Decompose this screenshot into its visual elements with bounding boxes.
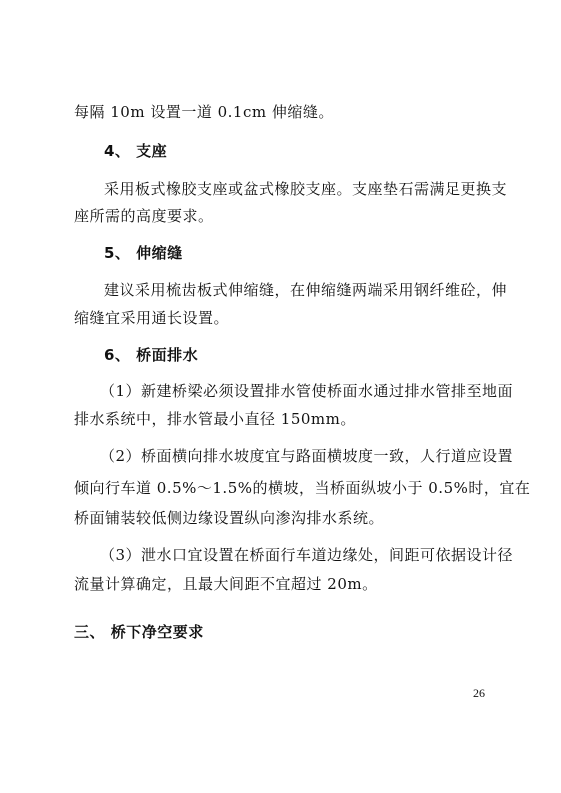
body-text-line: 流量计算确定，且最大间距不宜超过 20m。 [74, 575, 378, 593]
body-text-line: 排水系统中，排水管最小直径 150mm。 [74, 410, 356, 428]
page-number: 26 [473, 686, 485, 700]
body-text-line: 缩缝宜采用通长设置。 [74, 309, 230, 327]
section-heading-underbridge-clearance: 三、 桥下净空要求 [74, 623, 204, 641]
body-text-line: （2）桥面横向排水坡度宜与路面横坡度一致，人行道应设置 [100, 447, 514, 465]
section-heading-supports: 4、 支座 [104, 142, 168, 160]
body-text-line: （3）泄水口宜设置在桥面行车道边缘处，间距可依据设计径 [100, 546, 514, 564]
section-heading-expansion-joint: 5、 伸缩缝 [104, 244, 183, 262]
body-text-line: 采用板式橡胶支座或盆式橡胶支座。支座垫石需满足更换支 [104, 180, 508, 198]
body-text-line: 桥面铺装较低侧边缘设置纵向渗沟排水系统。 [74, 509, 385, 527]
body-text-line: 倾向行车道 0.5%～1.5%的横坡，当桥面纵坡小于 0.5%时，宜在 [74, 479, 531, 497]
body-text-line: （1）新建桥梁必须设置排水管使桥面水通过排水管排至地面 [100, 382, 514, 400]
body-text-line: 每隔 10m 设置一道 0.1cm 伸缩缝。 [74, 103, 334, 121]
section-heading-deck-drainage: 6、 桥面排水 [104, 346, 199, 364]
body-text-line: 建议采用梳齿板式伸缩缝，在伸缩缝两端采用钢纤维砼，伸 [104, 281, 508, 299]
body-text-line: 座所需的高度要求。 [74, 207, 214, 225]
